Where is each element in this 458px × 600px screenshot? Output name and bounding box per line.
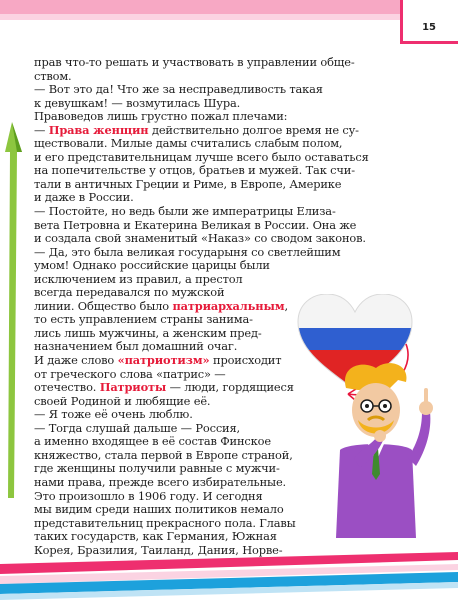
text-line [34,300,304,314]
text-line: тали в античных Греции и Риме, в Европе, Америке [34,176,342,191]
text-line: Правоведов лишь грустно пожал плечами: [34,109,288,124]
text-line: — Вот это да! Что же за несправедливость такая [34,82,323,97]
text-fragment: происходит [209,353,282,368]
text-line: — Я тоже её очень люблю. [34,407,193,422]
term-women-rights: Права женщин [48,122,149,137]
text-block [34,55,369,557]
text-line: представительниц прекрасного пола. Главы [34,515,296,530]
text-fragment: И даже слово [34,353,118,368]
text-line: нами права, прежде всего избирательные. [34,474,287,489]
text-line: ществовали. Милые дамы считались слабым полом, [34,136,343,151]
text-line: прав что-то решать и участвовать в управлении обще- [34,55,355,69]
text-line: — Да, это была великая государыня со светлейшим [34,244,341,259]
text-fragment: отечество. [34,380,100,395]
text-line: от греческого слова «патрис» — [34,366,226,381]
text-line: таких государств, как Германия, Южная [34,529,277,544]
text-line: исключением из правил, а престол [34,271,243,286]
bottom-decorative-stripes [0,538,458,600]
top-pink-strip [0,0,458,20]
text-line: Это произошло в 1906 году. И сегодня [34,488,263,503]
text-line: и даже в России. [34,190,134,205]
text-line: своей Родиной и любящие её. [34,393,211,408]
text-line: — Тогда слушай дальше — Россия, [34,420,241,435]
text-line: а именно входящее в её состав Финское [34,434,271,449]
text-line: — Постойте, но ведь были же императрицы Елиза- [34,204,336,219]
text-line: мы видим среди наших политиков немало [34,502,284,517]
text-fragment: — [34,122,49,137]
text-line [34,122,359,138]
text-line: на попечительстве у отцов, братьев и мужей. Так счи- [34,163,355,178]
text-line: к девушкам! — возмутилась Шура. [34,95,241,110]
text-line: назначением был домашний очаг. [34,339,238,354]
term-patriotism: «патриотизм» [117,353,210,368]
text-line: и создала свой знаменитый «Наказ» со сводом законов. [34,231,366,246]
text-line: Корея, Бразилия, Таиланд, Дания, Норве- [34,542,283,557]
text-line [34,354,304,368]
text-line [34,381,304,395]
cartoon-man-illustration [318,358,448,538]
text-line: княжество, стала первой в Европе страной, [34,447,293,462]
term-patriots: Патриоты [99,380,167,395]
text-line: вета Петровна и Екатерина Великая в России. Она же [34,217,357,232]
text-fragment: действительно долгое время не су- [148,122,359,137]
text-fragment: — люди, гордящиеся [166,380,294,395]
text-line: ством. [34,68,72,83]
text-line: то есть управлением страны занима- [34,312,253,327]
text-line: всегда передавался по мужской [34,285,225,300]
page-number: 15 [422,22,436,33]
text-fragment: линии. Общество было [34,298,173,313]
text-line: где женщины получили равные с мужчи- [34,461,280,476]
text-line: и его представительницам лучше всего было оставаться [34,149,369,164]
text-line: лись лишь мужчины, а женским пред- [34,325,262,340]
term-patriarchal: патриархальным [172,298,285,313]
text-fragment: , [284,298,288,313]
text-line: умом! Однако российские царицы были [34,258,270,273]
